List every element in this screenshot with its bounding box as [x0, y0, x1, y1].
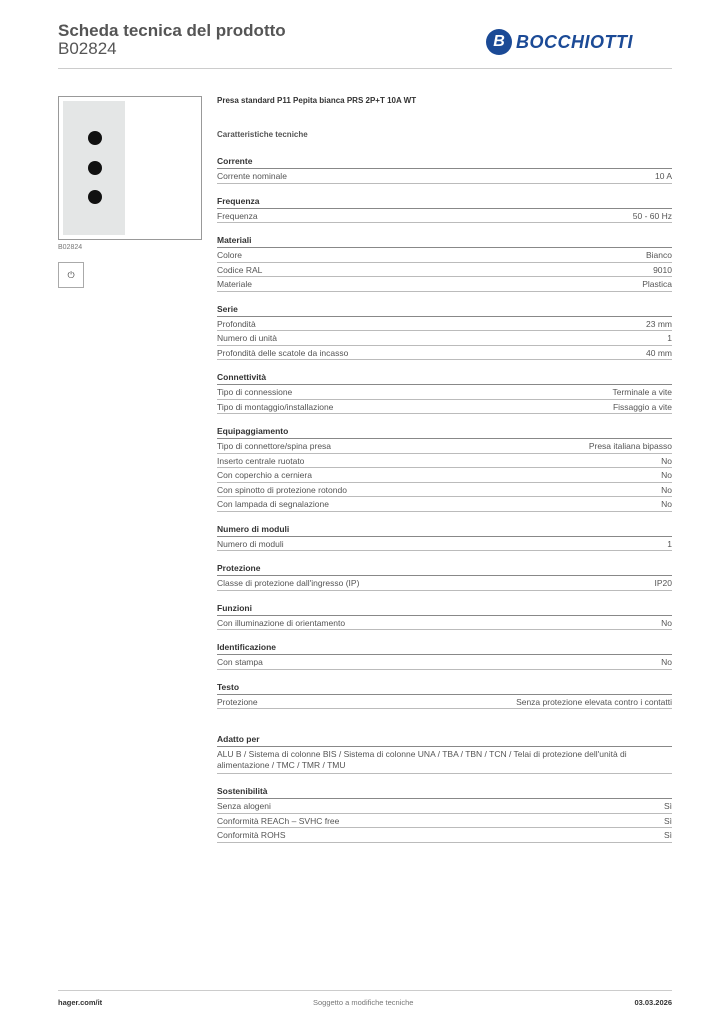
section-title: Testo	[217, 681, 672, 695]
spec-row	[217, 497, 672, 512]
spec-row	[217, 385, 672, 400]
spec-label: Conformità REACh – SVHC free	[217, 815, 340, 826]
spec-row	[217, 277, 672, 292]
product-name: Presa standard P11 Pepita bianca PRS 2P+T 10A WT	[217, 96, 417, 105]
spec-value: No	[661, 470, 672, 480]
spec-value: Sì	[663, 830, 672, 840]
brand-logo: B BOCCHIOTTI	[486, 29, 633, 55]
footer-site-link[interactable]: hager.com/it	[58, 998, 103, 1007]
spec-section	[217, 602, 672, 631]
section-title: Sostenibilità	[217, 785, 672, 799]
spec-value: No	[661, 484, 672, 495]
spec-label: Numero di moduli	[217, 538, 284, 549]
spec-label: Colore	[217, 250, 243, 260]
page-title: Scheda tecnica del prodotto	[58, 21, 286, 40]
spec-value: Terminale a vite	[612, 387, 672, 397]
spec-section	[217, 425, 672, 512]
spec-label: Con lampada di segnalazione	[217, 499, 329, 509]
spec-row	[217, 400, 672, 415]
spec-label: Materiale	[217, 279, 252, 289]
spec-row	[217, 814, 672, 829]
product-image	[58, 96, 202, 240]
socket-plate	[63, 101, 125, 235]
spec-label: Codice RAL	[217, 264, 263, 275]
spec-row	[217, 454, 672, 469]
footer-date: 03.03.2026	[634, 998, 672, 1007]
spec-row	[217, 263, 672, 278]
spec-value: Sì	[663, 801, 672, 811]
spec-row	[217, 576, 672, 591]
spec-value: 23 mm	[646, 318, 672, 329]
spec-label: Conformità ROHS	[217, 830, 286, 840]
spec-label: Tipo di connettore/spina presa	[217, 441, 332, 451]
spec-label: Numero di unità	[217, 333, 278, 343]
section-title: Numero di moduli	[217, 523, 672, 537]
section-title: Frequenza	[217, 195, 672, 209]
spec-value: No	[661, 499, 672, 509]
section-title: Materiali	[217, 234, 672, 248]
socket-hole	[88, 190, 102, 204]
spec-value: 1	[667, 538, 672, 549]
spec-section	[217, 234, 672, 292]
spec-value: No	[661, 657, 672, 667]
spec-section	[217, 371, 672, 414]
spec-row	[217, 695, 672, 710]
section-title: Serie	[217, 303, 672, 317]
spec-row	[217, 537, 672, 552]
spec-label: Tipo di montaggio/installazione	[217, 401, 334, 412]
spec-label: Con stampa	[217, 657, 263, 667]
spec-label: Con spinotto di protezione rotondo	[217, 484, 347, 495]
spec-row	[217, 468, 672, 483]
section-title: Adatto per	[217, 733, 672, 747]
spec-label: Classe di protezione dall'ingresso (IP)	[217, 578, 360, 588]
spec-label: Con illuminazione di orientamento	[217, 617, 346, 628]
spec-row	[217, 439, 672, 454]
spec-value: Presa italiana bipasso	[588, 441, 672, 451]
spec-value: No	[661, 617, 672, 628]
logo-b-icon: B	[486, 29, 512, 55]
section-title: Identificazione	[217, 641, 672, 655]
section-title: Protezione	[217, 562, 672, 576]
spec-row	[217, 346, 672, 361]
spec-value: Plastica	[642, 279, 672, 289]
spec-value: IP20	[654, 578, 672, 588]
image-caption: B02824	[58, 244, 83, 251]
spec-row	[217, 655, 672, 670]
spec-section	[217, 562, 672, 591]
spec-row	[217, 483, 672, 498]
spec-value: 40 mm	[646, 347, 672, 358]
spec-label: Con coperchio a cerniera	[217, 470, 312, 480]
spec-value: Fissaggio a vite	[612, 401, 672, 412]
spec-label: Profondità delle scatole da incasso	[217, 347, 349, 358]
footer-note: Soggetto a modifiche tecniche	[313, 998, 414, 1007]
spec-label: Frequenza	[217, 210, 258, 221]
spec-value: 1	[667, 333, 672, 343]
spec-row	[217, 169, 672, 184]
socket-hole	[88, 161, 102, 175]
spec-section	[217, 523, 672, 552]
spec-label: Tipo di connessione	[217, 387, 293, 397]
spec-section	[217, 303, 672, 361]
spec-value: Bianco	[646, 250, 672, 260]
section-title: Equipaggiamento	[217, 425, 672, 439]
spec-label: Protezione	[217, 696, 258, 707]
spec-value: Senza protezione elevata contro i contatti	[516, 696, 672, 707]
spec-section	[217, 155, 672, 184]
spec-value: No	[661, 455, 672, 466]
spec-row	[217, 828, 672, 843]
section-heading: Caratteristiche tecniche	[217, 130, 308, 139]
spec-content	[217, 96, 672, 843]
spec-value: Sì	[663, 815, 672, 826]
spec-label: Profondità	[217, 318, 256, 329]
spec-section	[217, 641, 672, 670]
spec-row	[217, 799, 672, 814]
section-title: Connettività	[217, 371, 672, 385]
spec-section	[217, 733, 672, 774]
spec-label: Inserto centrale ruotato	[217, 455, 305, 466]
spec-row	[217, 616, 672, 631]
spec-section	[217, 785, 672, 843]
spec-row	[217, 331, 672, 346]
spec-label: Corrente nominale	[217, 171, 287, 181]
product-code: B02824	[58, 39, 117, 58]
section-title: Corrente	[217, 155, 672, 169]
spec-section	[217, 681, 672, 710]
spec-sections	[217, 155, 672, 843]
section-title: Funzioni	[217, 602, 672, 616]
spec-row	[217, 209, 672, 224]
divider	[58, 68, 672, 69]
spec-row	[217, 248, 672, 263]
spec-value: 50 - 60 Hz	[632, 210, 672, 221]
spec-label: Senza alogeni	[217, 801, 271, 811]
socket-hole	[88, 131, 102, 145]
certification-icon: ⏻	[58, 262, 84, 288]
section-text: ALU B / Sistema di colonne BIS / Sistema di colonne UNA / TBA / TBN / TCN / Telai di protezione dell'unità di alimentazione / TMC / TMR / TMU	[217, 747, 672, 774]
spec-value: 9010	[653, 264, 672, 275]
spec-row	[217, 317, 672, 332]
divider	[58, 990, 672, 991]
spec-section	[217, 195, 672, 224]
spec-value: 10 A	[654, 171, 672, 181]
